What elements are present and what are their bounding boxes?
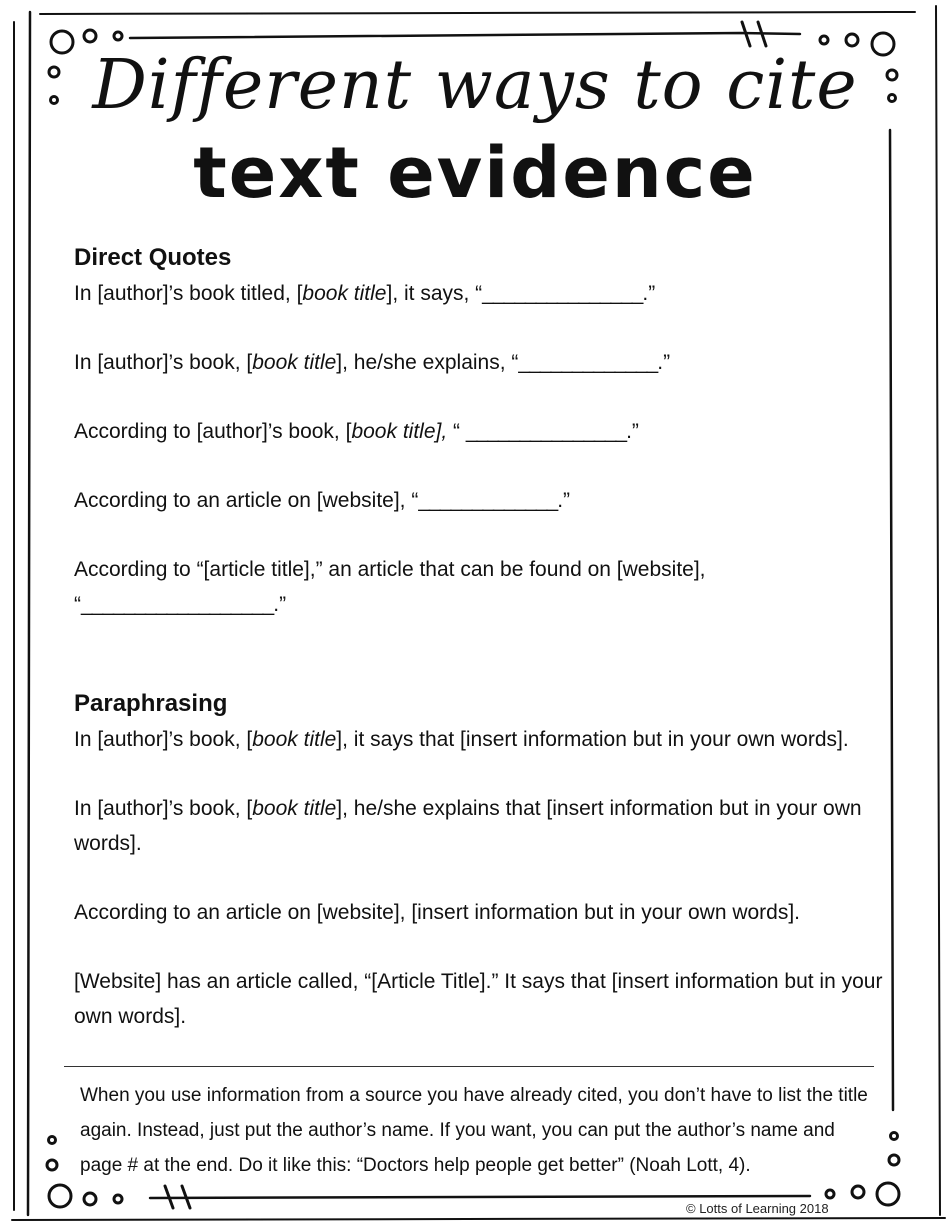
book-title-placeholder: book title — [302, 282, 387, 305]
quote-blank: _____________ — [418, 489, 558, 512]
quote-blank: _____________ — [518, 351, 658, 374]
book-title-placeholder: book title — [252, 728, 337, 751]
direct-quote-item — [74, 276, 894, 311]
item-text: In [author]’s book titled, [ — [74, 282, 303, 305]
paraphrasing-item — [74, 722, 894, 757]
direct-quote-item-continued — [74, 587, 894, 622]
citation-note: When you use information from a source you have already cited, you don’t have to list the title again. Instead, just put the author’s name. If you want, you can put the author’s name and page # at the end. Do it like this: “Doctors help people get better” (Noah Lott, 4). — [80, 1085, 868, 1176]
book-title-placeholder: book title — [252, 351, 337, 374]
item-text: In [author]’s book, [ — [74, 351, 253, 374]
item-text: According to an article on [website], “ — [74, 489, 419, 512]
item-text: In [author]’s book, [ — [74, 797, 253, 820]
direct-quote-item: According to “[article title],” an article that can be found on [website], — [74, 558, 706, 581]
item-text: According to [author]’s book, [ — [74, 420, 352, 443]
quote-blank: __________________ — [81, 593, 274, 616]
page-title-line2: text evidence — [193, 132, 757, 214]
direct-quotes-heading: Direct Quotes — [74, 244, 232, 271]
paraphrasing-item — [74, 791, 894, 861]
main-content — [74, 240, 894, 1034]
book-title-placeholder: book title — [252, 797, 337, 820]
direct-quote-item — [74, 345, 894, 380]
note-divider — [64, 1066, 874, 1067]
item-text: In [author]’s book, [ — [74, 728, 253, 751]
item-text: .” — [642, 282, 656, 305]
item-text: .” — [273, 593, 287, 616]
paraphrasing-heading: Paraphrasing — [74, 690, 228, 717]
item-text: ], he/she explains that [insert information but in your own words]. — [74, 797, 862, 855]
item-text: ], it says, “ — [386, 282, 483, 305]
direct-quote-item — [74, 483, 894, 518]
paraphrasing-item: [Website] has an article called, “[Article Title].” It says that [insert information but in your own words]. — [74, 970, 883, 1028]
direct-quote-item — [74, 414, 894, 449]
item-text: .” — [657, 351, 671, 374]
quote-blank: _______________ — [465, 420, 627, 443]
item-text: .” — [557, 489, 571, 512]
item-text: “ — [447, 420, 466, 443]
item-text: ], he/she explains, “ — [336, 351, 519, 374]
page-title-line1: Different ways to cite — [92, 46, 858, 125]
book-title-placeholder: book title], — [351, 420, 448, 443]
item-text: ], it says that [insert information but in your own words]. — [336, 728, 849, 751]
item-text: .” — [626, 420, 639, 443]
copyright-notice: © Lotts of Learning 2018 — [686, 1201, 829, 1216]
item-text: “ — [74, 593, 81, 616]
quote-blank: _______________ — [482, 282, 643, 305]
paraphrasing-item: According to an article on [website], [insert information but in your own words]. — [74, 901, 801, 924]
